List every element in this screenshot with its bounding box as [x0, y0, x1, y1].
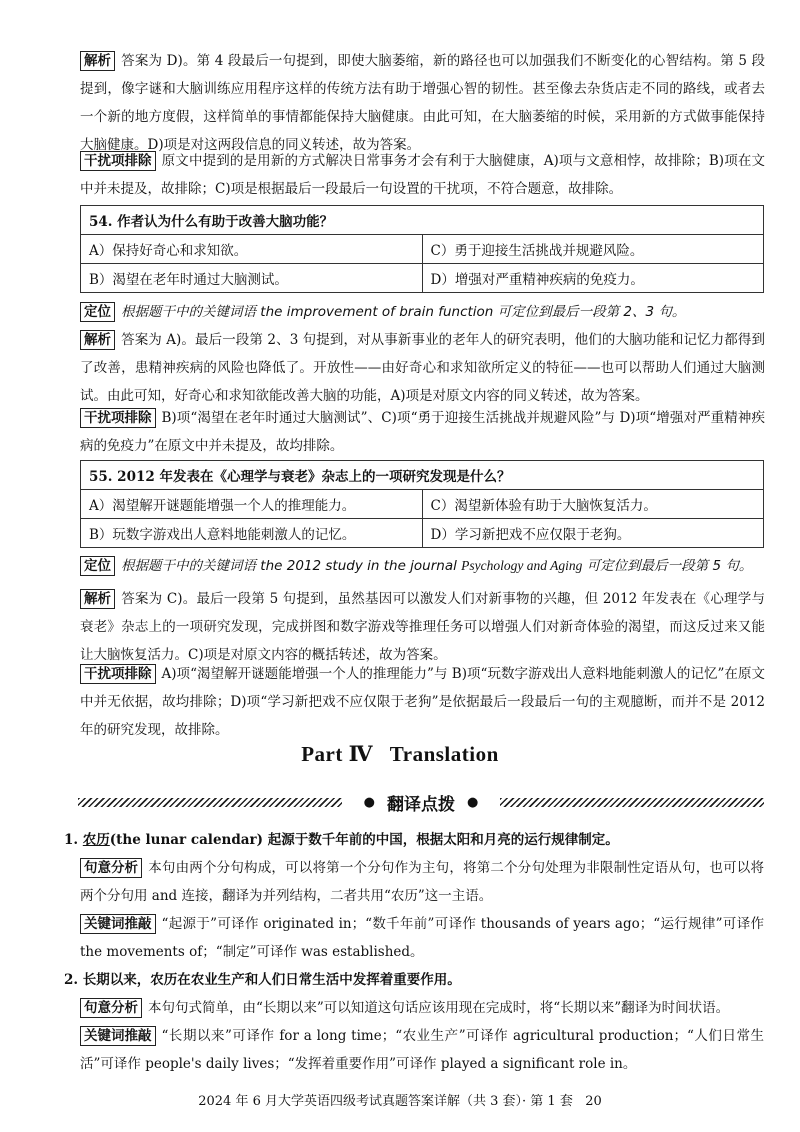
page-footer: 2024 年 6 月大学英语四级考试真题答案详解（共 3 套）· 第 1 套 20 [198, 1094, 602, 1109]
distractor-tag: 干扰项排除 [80, 151, 156, 171]
distractor-text: A)项“渴望解开谜题能增强一个人的推理能力”与 B)项“玩数字游戏出人意料地能刺激人的记忆”在原文中并无依据，故均排除；D)项“学习新把戏不应仅限于老狗”是依据最后一段最后一句的主观臆断，而并不是 2012 年的研究发现，故排除。 [80, 666, 765, 738]
locate-tag: 定位 [80, 302, 115, 322]
analysis-text: 答案为 C)。最后一段第 5 句提到，虽然基因可以激发人们对新事物的兴趣，但 2012 年发表在《心理学与衰老》杂志上的一项研究发现，完成拼图和数字游戏等推理任务可以增强人们对新奇体验的渴望，而这反过来又能让大脑恢复活力。C)项是对原文内容的概括转述，故为答案。 [80, 591, 765, 663]
keyword-analysis-1 [80, 910, 764, 966]
keyword-analysis-2 [80, 1022, 764, 1078]
sentence-analysis-2 [80, 994, 764, 1022]
option-54-d: D）增强对严重精神疾病的免疫力。 [422, 264, 764, 293]
distractor-text: B)项“渴望在老年时通过大脑测试”、C)项“勇于迎接生活挑战并规避风险”与 D)项“增强对严重精神疾病的免疫力”在原文中并未提及，故均排除。 [80, 410, 765, 454]
sentence-analysis-text: 本句由两个分句构成，可以将第一个分句作为主句，将第二个分句处理为非限制性定语从句，也可以将两个分句用 and 连接，翻译为并列结构，二者共用“农历”这一主语。 [80, 860, 764, 904]
item-sentence: 长期以来，农历在农业生产和人们日常生活中发挥着重要作用。 [82, 972, 461, 988]
distractor-tag: 干扰项排除 [80, 664, 156, 684]
keyword-analysis-tag: 关键词推敲 [80, 914, 156, 934]
analysis-tag: 解析 [80, 330, 115, 350]
option-55-b: B）玩数字游戏出人意料地能刺激人的记忆。 [81, 519, 423, 548]
analysis-text: 答案为 D)。第 4 段最后一句提到，即使大脑萎缩，新的路径也可以加强我们不断变化的心智结构。第 5 段提到，像字谜和大脑训练应用程序这样的传统方法有助于增强心智的韧性。甚至像去杂货店走不同的路线，或者去一个新的地方度假，这样简单的事情都能保持大脑健康。由此可知，在大脑萎缩的时候，采用新的方式做事能保持大脑健康。D)项是对这两段信息的同义转述，故为答案。 [80, 53, 765, 153]
keyword-analysis-text: “起源于”可译作 originated in；“数千年前”可译作 thousands of years ago；“运行规律”可译作 the movements of；“制定”可译作 was established。 [80, 916, 764, 960]
locate-text-post: 可定位到最后一段第 5 句。 [586, 558, 753, 574]
analysis-54 [80, 326, 765, 410]
locate-tag: 定位 [80, 556, 115, 576]
section-heading: 翻译点拨 [387, 794, 455, 815]
bullet-icon: ● [363, 794, 375, 810]
analysis-55 [80, 585, 765, 669]
sentence-analysis-1 [80, 854, 764, 910]
distractor-54 [80, 404, 765, 460]
distractor-55 [80, 660, 765, 744]
option-55-d: D）学习新把戏不应仅限于老狗。 [422, 519, 764, 548]
hatch-decoration-right [500, 798, 764, 807]
option-54-c: C）勇于迎接生活挑战并规避风险。 [422, 235, 764, 264]
analysis-tag: 解析 [80, 51, 115, 71]
option-54-a: A）保持好奇心和求知欲。 [81, 235, 423, 264]
option-55-c: C）渴望新体验有助于大脑恢复活力。 [422, 490, 764, 519]
locate-54 [80, 298, 765, 326]
sentence-analysis-tag: 句意分析 [80, 998, 142, 1018]
analysis-tag: 解析 [80, 589, 115, 609]
item-number: 2. [64, 972, 79, 988]
analysis-text: 答案为 A)。最后一段第 2、3 句提到，对从事新事业的老年人的研究表明，他们的大脑功能和记忆力都得到了改善，患精神疾病的风险也降低了。开放性——由好奇心和求知欲所定义的特征——也可以帮助人们通过大脑测试。由此可知，好奇心和求知欲能改善大脑的功能，A)项是对原文内容的同义转述，故为答案。 [80, 332, 765, 404]
item-number: 1. [64, 832, 79, 848]
option-54-b: B）渴望在老年时通过大脑测试。 [81, 264, 423, 293]
translation-item-2 [64, 966, 764, 994]
bullet-icon: ● [467, 794, 479, 810]
locate-text: 根据题干中的关键词语 the improvement of brain function 可定位到最后一段第 2、3 句。 [121, 304, 686, 320]
question-54-table [80, 205, 764, 293]
locate-text-pre: 根据题干中的关键词语 the 2012 study in the journal [121, 558, 457, 574]
section-banner [78, 790, 764, 814]
sentence-analysis-tag: 句意分析 [80, 858, 142, 878]
distractor-text: 原文中提到的是用新的方式解决日常事务才会有利于大脑健康，A)项与文意相悖，故排除；B)项在文中并未提及，故排除；C)项是根据最后一段最后一句设置的干扰项，不符合题意，故排除。 [80, 153, 765, 197]
question-55-table [80, 460, 764, 548]
option-55-a: A）渴望解开谜题能增强一个人的推理能力。 [81, 490, 423, 519]
keyword-lunar-calendar: 农历 [82, 832, 110, 848]
locate-journal-name: Psychology and Aging [461, 558, 583, 573]
locate-55 [80, 552, 765, 580]
distractor-tag: 干扰项排除 [80, 408, 156, 428]
hatch-decoration-left [78, 798, 342, 807]
question-55: 55. 2012 年发表在《心理学与衰老》杂志上的一项研究发现是什么？ [81, 461, 764, 490]
translation-item-1 [64, 826, 764, 854]
keyword-analysis-tag: 关键词推敲 [80, 1026, 156, 1046]
question-54: 54. 作者认为什么有助于改善大脑功能？ [81, 206, 764, 235]
analysis-53 [80, 47, 765, 159]
distractor-53 [80, 147, 765, 203]
keyword-analysis-text: “长期以来”可译作 for a long time；“农业生产”可译作 agricultural production；“人们日常生活”可译作 people's daily lives；“发挥着重要作用”可译作 played a significant role in。 [80, 1028, 764, 1072]
part-title: Part Ⅳ Translation [301, 742, 499, 766]
item-sentence: (the lunar calendar) 起源于数千年前的中国，根据太阳和月亮的运行规律制定。 [109, 832, 619, 848]
sentence-analysis-text: 本句句式简单，由“长期以来”可以知道这句话应该用现在完成时，将“长期以来”翻译为时间状语。 [148, 1000, 730, 1016]
